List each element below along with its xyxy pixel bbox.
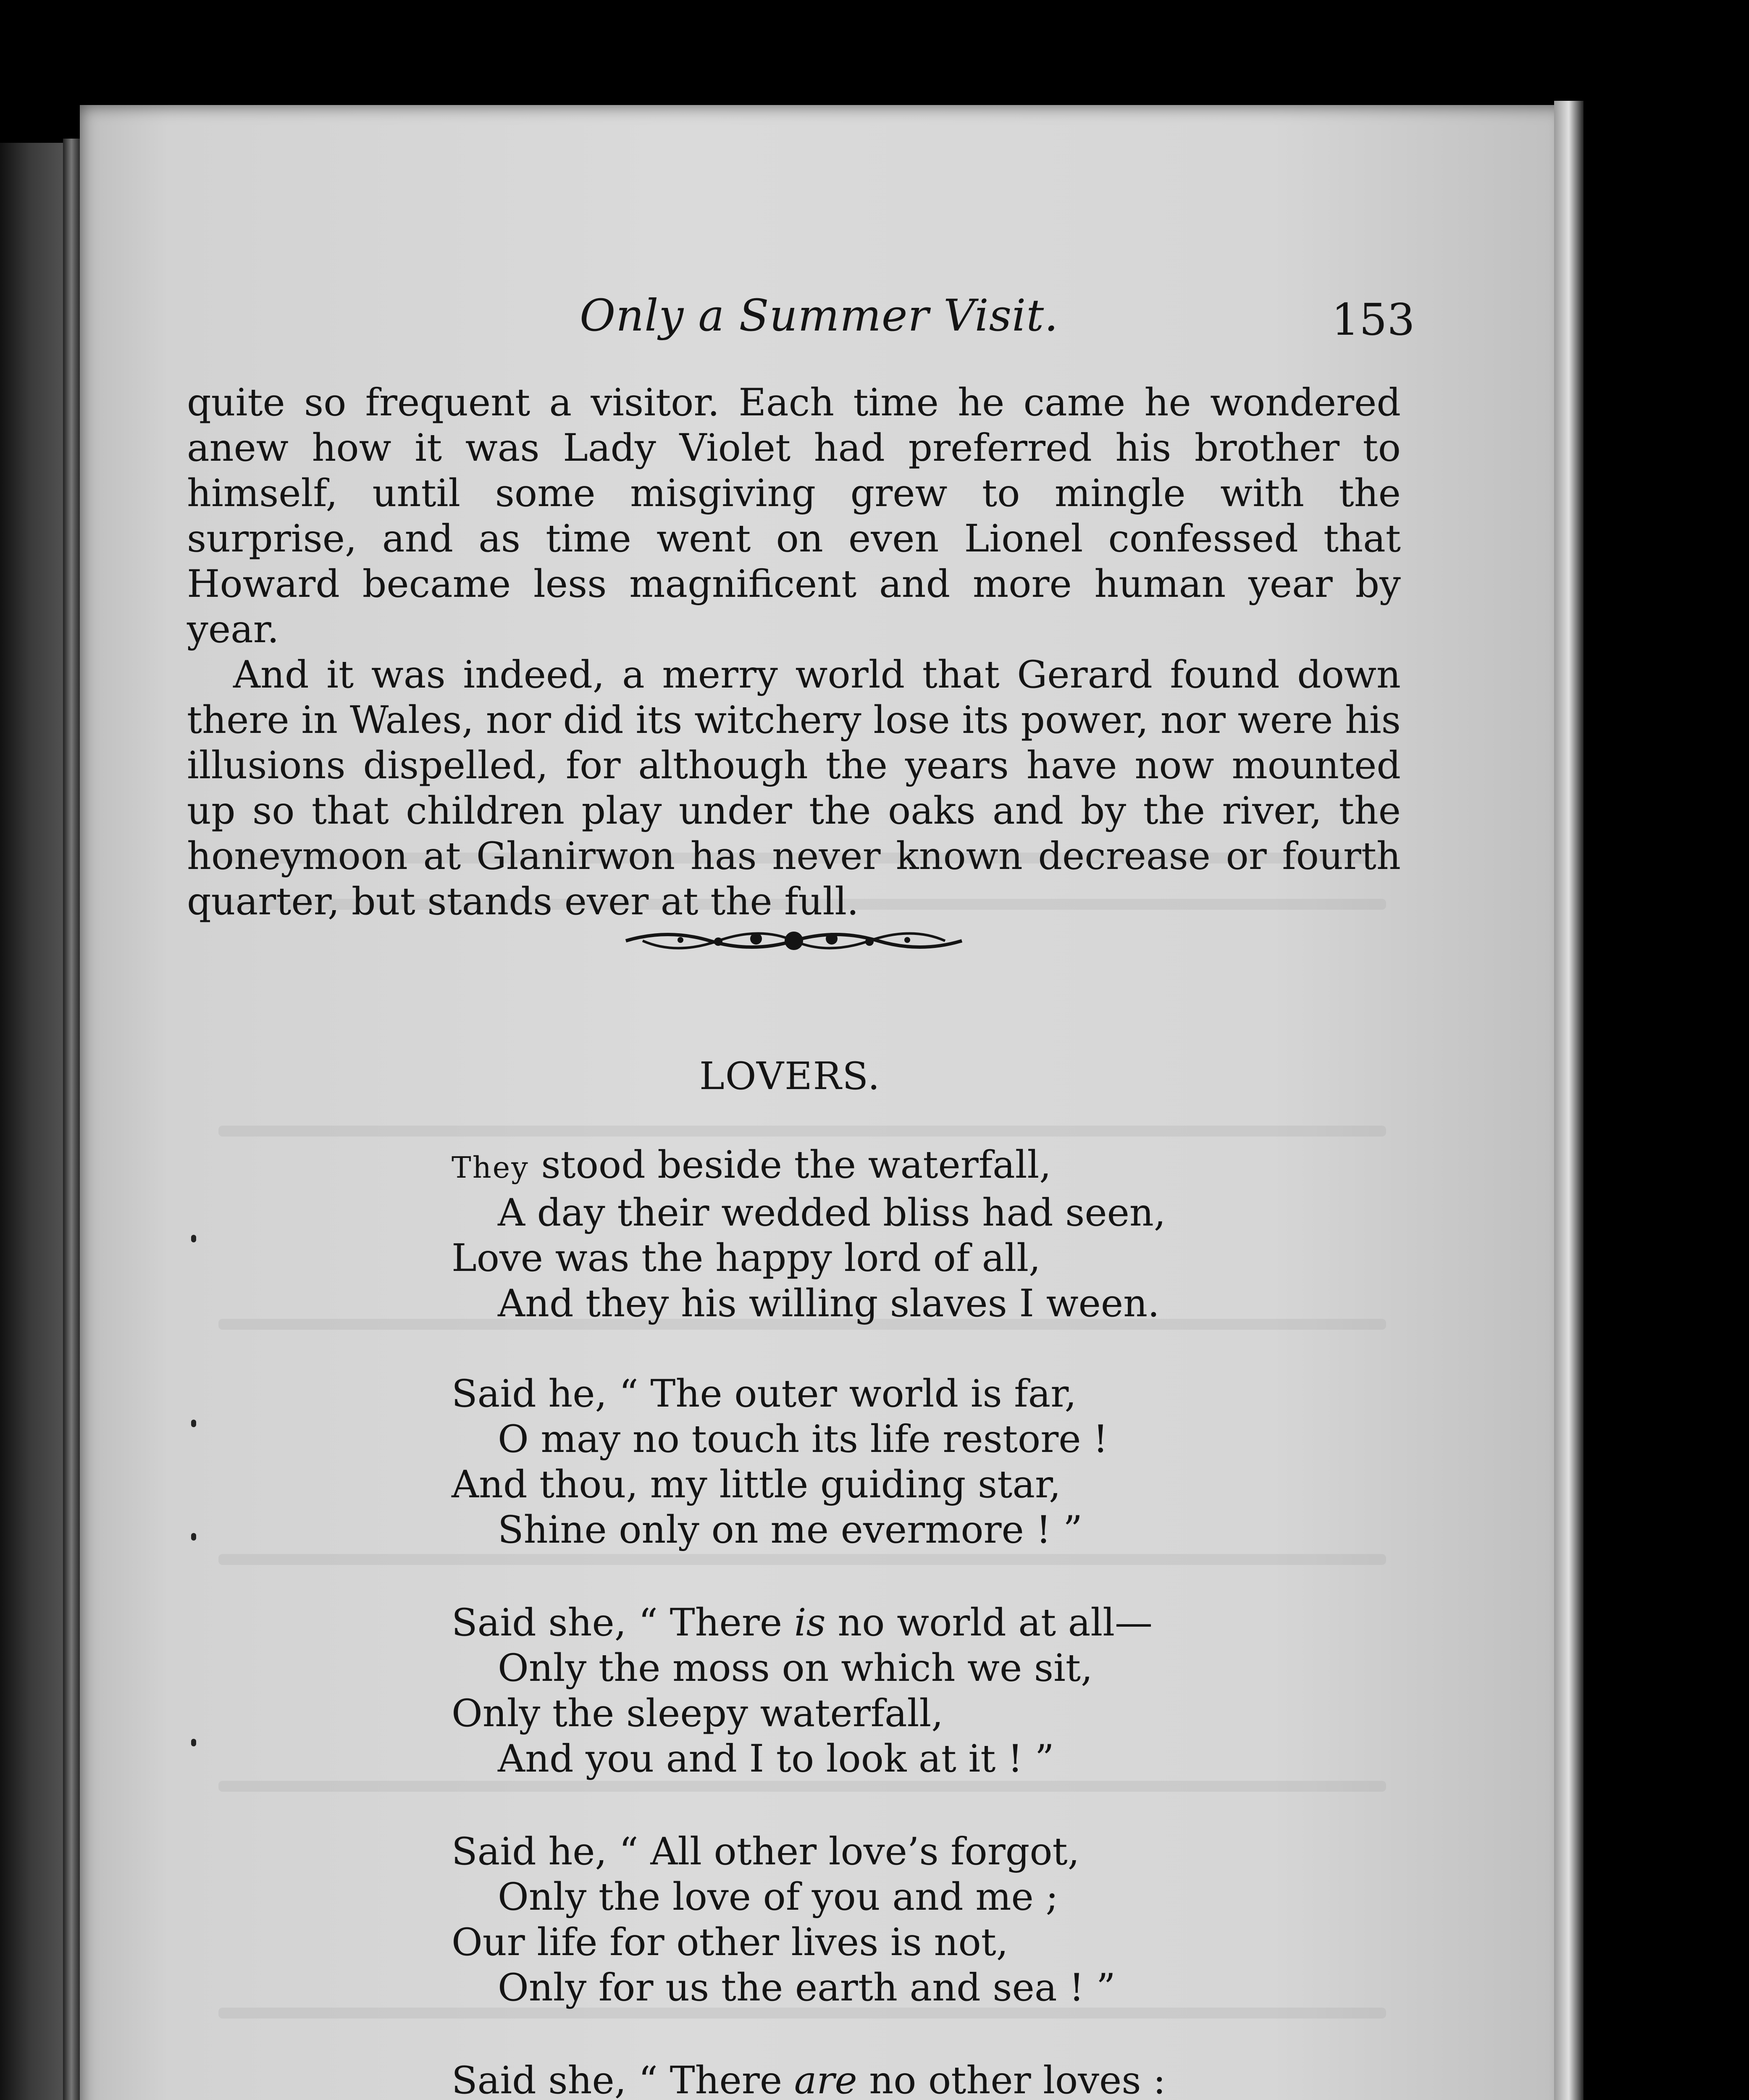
poem-line: And thou, my little guiding star, (452, 1462, 1061, 1507)
poem-line: Said he, “ All other love’s forgot, (452, 1830, 1080, 1874)
running-title: Only a Summer Visit. (580, 290, 1059, 341)
margin-mark (191, 1235, 196, 1242)
margin-mark (191, 1739, 196, 1746)
poem-line-text: Said she, “ There (452, 1601, 794, 1645)
poem-line-text: no world at all— (825, 1601, 1153, 1645)
poem-line (452, 1142, 1166, 1190)
poem-stanza (452, 1829, 1116, 2011)
poem-line: Only the moss on which we sit, (498, 1646, 1093, 1690)
margin-mark (191, 1533, 196, 1541)
poem-title: LOVERS. (699, 1054, 881, 1098)
poem-stanza (452, 1600, 1153, 1782)
poem-stanza (452, 2058, 1179, 2100)
poem-line-text: no other loves : (857, 2058, 1166, 2100)
book-gutter (63, 139, 80, 2100)
prose-paragraph: And it was indeed, a merry world that Gerard found down there in Wales, nor did its witchery lose its power, nor were his illusions dispelled, for although the years have now mounted up so that children play under the oaks and by the river, the honeymoon at Glanirwon has never known decrease or fourth quarter, but stands ever at the full. (187, 653, 1401, 924)
italic-word: is (794, 1601, 826, 1645)
prose-block (187, 380, 1401, 924)
bleed-through-line (218, 1554, 1386, 1565)
poem-line: Shine only on me evermore ! ” (498, 1508, 1083, 1552)
poem-line-text: Said she, “ There (452, 2058, 794, 2100)
poem-line: And you and I to look at it ! ” (498, 1737, 1054, 1781)
page-right-edge (1554, 101, 1584, 2100)
prose-paragraph: quite so frequent a visitor. Each time he came he wondered anew how it was Lady Violet had preferred his brother to himself, until some misgiving grew to mingle with the surprise, and as time went on even Lionel confessed that Howard became less magnificent and more human year by year. (187, 381, 1401, 651)
poem-line: Love was the happy lord of all, (452, 1236, 1041, 1280)
margin-mark (191, 1420, 196, 1427)
poem-line: Only for us the earth and sea ! ” (498, 1966, 1116, 2010)
poem-line: A day their wedded bliss had seen, (498, 1191, 1166, 1235)
poem-line: Only the love of you and me ; (498, 1875, 1058, 1919)
italic-word: are (794, 2058, 857, 2100)
poem-stanza (452, 1142, 1166, 1326)
poem-line-text: stood beside the waterfall, (529, 1143, 1051, 1187)
bleed-through-line (218, 1126, 1386, 1137)
bleed-through-line (218, 1781, 1386, 1792)
poem-line: And they his willing slaves I ween. (498, 1281, 1160, 1326)
poem-line (452, 2058, 1179, 2100)
poem-line: Said he, “ The outer world is far, (452, 1372, 1077, 1416)
poem-line (452, 1600, 1153, 1646)
poem-line: Only the sleepy waterfall, (452, 1691, 943, 1735)
small-caps-word: They (452, 1150, 529, 1185)
poem-line: O may no touch its life restore ! (498, 1417, 1108, 1461)
page-number: 153 (1331, 294, 1415, 345)
ornament-divider-icon (617, 916, 970, 966)
poem-line: Our life for other lives is not, (452, 1920, 1008, 1964)
poem-stanza (452, 1371, 1108, 1553)
